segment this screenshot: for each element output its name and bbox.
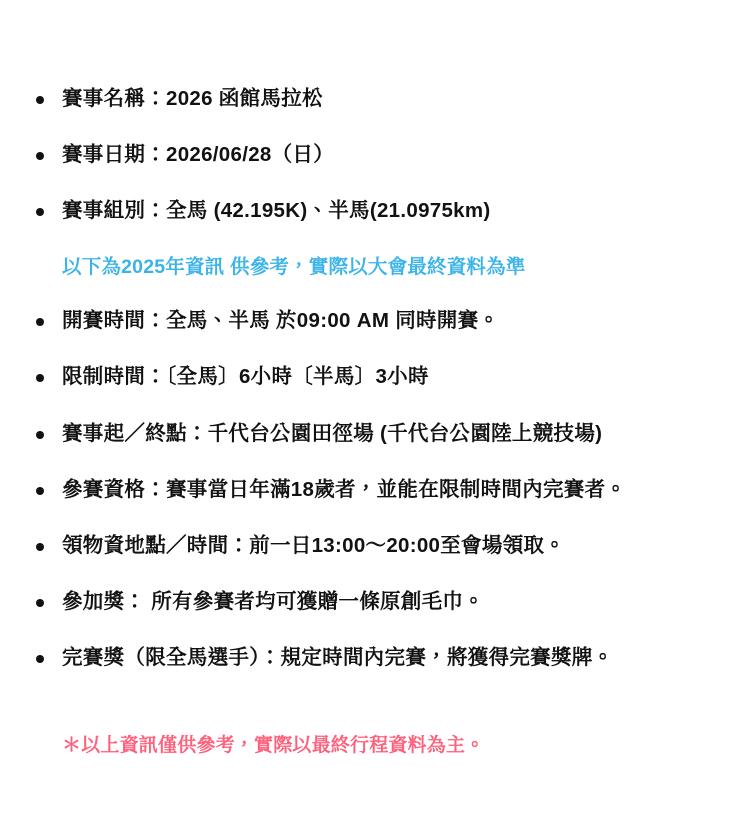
list-item: 賽事起／終點：千代台公園田徑場 (千代台公園陸上競技場) [18, 421, 732, 447]
list-item: 參加獎： 所有參賽者均可獲贈一條原創毛巾。 [18, 589, 732, 615]
list-item: 賽事組別：全馬 (42.195K)、半馬(21.0975km) [18, 198, 732, 224]
list-item: 領物資地點／時間：前一日13:00～20:00至會場領取。 [18, 533, 732, 559]
list-item: 賽事名稱：2026 函館馬拉松 [18, 86, 732, 112]
list-item: 參賽資格：賽事當日年滿18歲者，並能在限制時間內完賽者。 [18, 477, 732, 503]
reference-note: 以下為2025年資訊 供參考，實際以大會最終資料為準 [62, 255, 526, 278]
list-item: 賽事日期：2026/06/28（日） [18, 142, 732, 168]
event-info-list [18, 86, 732, 672]
list-item: 完賽獎（限全馬選手）：規定時間內完賽，將獲得完賽獎牌。 [18, 645, 732, 671]
list-item: 限制時間：〔全馬〕6小時〔半馬〕3小時 [18, 364, 732, 390]
list-item: 開賽時間：全馬、半馬 於09:00 AM 同時開賽。 [18, 308, 732, 334]
disclaimer-footnote: ＊以上資訊僅供參考，實際以最終行程資料為主。 [62, 734, 485, 756]
